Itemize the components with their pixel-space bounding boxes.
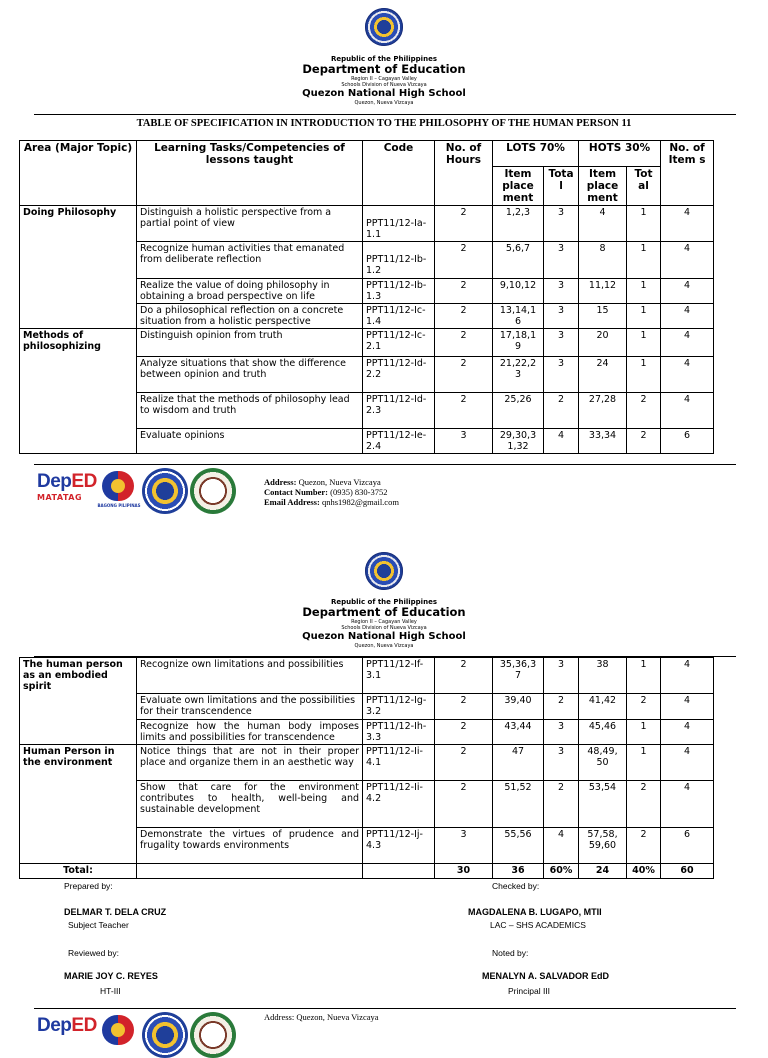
items-cell: 6: [661, 429, 714, 454]
table-row: [20, 658, 714, 694]
items-cell: 4: [661, 745, 714, 781]
hours-cell: 2: [435, 329, 493, 357]
deped-division-seal-icon: [142, 468, 188, 514]
deped-logo-text-b: ED: [71, 471, 97, 492]
task-cell: Notice things that are not in their proper place and organize them in an aesthetic way: [137, 745, 363, 781]
area-cell: Methods of philosophizing: [20, 329, 137, 454]
hots-total-cell: 2: [627, 828, 661, 864]
hots-total-cell: 2: [627, 429, 661, 454]
task-cell: Demonstrate the virtues of prudence and frugality towards environments: [137, 828, 363, 864]
items-cell: 4: [661, 658, 714, 694]
items-cell: 4: [661, 720, 714, 745]
code-cell: PPT11/12-Ie-2.4: [363, 429, 435, 454]
document-title: TABLE OF SPECIFICATION IN INTRODUCTION TO THE PHILOSOPHY OF THE HUMAN PERSON 11: [136, 118, 632, 129]
address-value: Quezon, Nueva Vizcaya: [298, 477, 381, 487]
lots-placement-cell: 39,40: [493, 694, 544, 720]
department-label: Department of Education: [302, 605, 466, 619]
items-cell: 4: [661, 304, 714, 329]
bagong-pilipinas-logo: [97, 469, 141, 508]
hots-total-cell: 1: [627, 242, 661, 279]
task-cell: Show that care for the environment contributes to health, well-being and sustainable development: [137, 781, 363, 828]
department-label: Department of Education: [302, 62, 466, 76]
code-cell: PPT11/12-Ib-1.3: [363, 279, 435, 304]
hots-total-cell: 1: [627, 357, 661, 393]
letterhead: [0, 598, 768, 649]
hots-placement-cell: 33,34: [579, 429, 627, 454]
col-hots-total: Tot al: [627, 167, 661, 206]
lots-placement-cell: 9,10,12: [493, 279, 544, 304]
lots-total-cell: 3: [544, 720, 579, 745]
header-divider: [34, 114, 736, 115]
code-cell: PPT11/12-Ia-1.1: [363, 206, 435, 242]
hots-placement-cell: 38: [579, 658, 627, 694]
bagong-pilipinas-logo: [98, 1013, 138, 1051]
code-cell: PPT11/12-Ih-3.3: [363, 720, 435, 745]
hots-placement-cell: 15: [579, 304, 627, 329]
task-cell: Recognize how the human body imposes limits and possibilities for transcendence: [137, 720, 363, 745]
town-label: Quezon, Nueva Vizcaya: [354, 643, 414, 649]
table-row: [20, 206, 714, 242]
hours-cell: 2: [435, 357, 493, 393]
school-name: Quezon National High School: [302, 631, 466, 642]
lots-total-cell: 3: [544, 658, 579, 694]
prepared-by-role: Subject Teacher: [68, 920, 129, 930]
items-cell: 4: [661, 781, 714, 828]
hots-placement-cell: 8: [579, 242, 627, 279]
lots-placement-cell: 13,14,1 6: [493, 304, 544, 329]
hours-cell: 2: [435, 745, 493, 781]
reviewed-by-label: Reviewed by:: [68, 948, 120, 958]
hots-total-cell: 1: [627, 304, 661, 329]
hots-total-cell: 1: [627, 720, 661, 745]
tos-table-page2: [19, 657, 714, 879]
school-name: Quezon National High School: [302, 88, 466, 99]
items-cell: 4: [661, 393, 714, 429]
checked-by-role: LAC – SHS ACADEMICS: [490, 920, 586, 930]
deped-seal-icon: [365, 552, 403, 590]
matatag-label: MATATAG: [37, 493, 83, 502]
totals-hots-items: 24: [579, 864, 627, 879]
code-cell: PPT11/12-Ij-4.3: [363, 828, 435, 864]
hots-placement-cell: 53,54: [579, 781, 627, 828]
lots-total-cell: 3: [544, 279, 579, 304]
hots-placement-cell: 57,58, 59,60: [579, 828, 627, 864]
lots-placement-cell: 5,6,7: [493, 242, 544, 279]
hours-cell: 3: [435, 828, 493, 864]
lots-placement-cell: 35,36,3 7: [493, 658, 544, 694]
division-label: Schools Division of Nueva Vizcaya: [341, 625, 427, 631]
lots-total-cell: 3: [544, 206, 579, 242]
task-cell: Realize that the methods of philosophy lead to wisdom and truth: [137, 393, 363, 429]
address-label: Address:: [264, 477, 297, 487]
email-label: Email Address:: [264, 497, 320, 507]
hours-cell: 2: [435, 279, 493, 304]
hots-placement-cell: 24: [579, 357, 627, 393]
totals-empty-cell: [363, 864, 435, 879]
lots-total-cell: 2: [544, 781, 579, 828]
hots-total-cell: 1: [627, 279, 661, 304]
hots-total-cell: 2: [627, 781, 661, 828]
hots-placement-cell: 11,12: [579, 279, 627, 304]
prepared-by-name: DELMAR T. DELA CRUZ: [64, 907, 167, 917]
hots-placement-cell: 48,49, 50: [579, 745, 627, 781]
task-cell: Recognize own limitations and possibilities: [137, 658, 363, 694]
items-cell: 4: [661, 329, 714, 357]
partial-address: Address: Quezon, Nueva Vizcaya: [264, 1012, 379, 1022]
hots-placement-cell: 45,46: [579, 720, 627, 745]
totals-items: 60: [661, 864, 714, 879]
town-label: Quezon, Nueva Vizcaya: [354, 100, 414, 106]
lots-placement-cell: 43,44: [493, 720, 544, 745]
hots-total-cell: 1: [627, 206, 661, 242]
deped-logo-text-a: Dep: [37, 471, 72, 492]
republic-label: Republic of the Philippines: [331, 598, 437, 606]
totals-row: [20, 864, 714, 879]
task-cell: Distinguish opinion from truth: [137, 329, 363, 357]
lots-total-cell: 3: [544, 357, 579, 393]
col-lots-placement: Item place ment: [493, 167, 544, 206]
hots-placement-cell: 27,28: [579, 393, 627, 429]
code-cell: PPT11/12-Id-2.2: [363, 357, 435, 393]
items-cell: 4: [661, 279, 714, 304]
lots-placement-cell: 21,22,2 3: [493, 357, 544, 393]
col-code: Code: [363, 141, 435, 206]
deped-seal-icon: [365, 8, 403, 46]
code-cell: PPT11/12-Ic-2.1: [363, 329, 435, 357]
deped-matatag-logo: [37, 471, 97, 502]
region-label: Region II – Cagayan Valley: [351, 76, 417, 82]
school-seal-icon: [190, 468, 236, 514]
task-cell: Evaluate own limitations and the possibilities for their transcendence: [137, 694, 363, 720]
items-cell: 4: [661, 694, 714, 720]
task-cell: Do a philosophical reflection on a concrete situation from a holistic perspective: [137, 304, 363, 329]
deped-division-seal-icon: [142, 1012, 188, 1058]
hots-total-cell: 1: [627, 329, 661, 357]
lots-placement-cell: 29,30,3 1,32: [493, 429, 544, 454]
hours-cell: 2: [435, 720, 493, 745]
totals-lots-percent: 60%: [544, 864, 579, 879]
prepared-by-label: Prepared by:: [64, 881, 113, 891]
hours-cell: 2: [435, 781, 493, 828]
lots-placement-cell: 55,56: [493, 828, 544, 864]
code-cell: PPT11/12-Ig-3.2: [363, 694, 435, 720]
area-cell: Doing Philosophy: [20, 206, 137, 329]
letterhead: [0, 55, 768, 106]
col-hots-placement: Item place ment: [579, 167, 627, 206]
col-lots-total: Tota l: [544, 167, 579, 206]
lots-placement-cell: 47: [493, 745, 544, 781]
totals-hots-percent: 40%: [627, 864, 661, 879]
deped-logo-text-a: Dep: [37, 1015, 72, 1036]
hots-placement-cell: 41,42: [579, 694, 627, 720]
lots-placement-cell: 25,26: [493, 393, 544, 429]
table-row: [20, 329, 714, 357]
task-cell: Realize the value of doing philosophy in obtaining a broad perspective on life: [137, 279, 363, 304]
hots-placement-cell: 4: [579, 206, 627, 242]
items-cell: 4: [661, 357, 714, 393]
items-cell: 6: [661, 828, 714, 864]
hots-placement-cell: 20: [579, 329, 627, 357]
division-label: Schools Division of Nueva Vizcaya: [341, 82, 427, 88]
hours-cell: 2: [435, 206, 493, 242]
contact-value: (0935) 830-3752: [330, 487, 388, 497]
lots-total-cell: 3: [544, 242, 579, 279]
hours-cell: 2: [435, 393, 493, 429]
col-items: No. of Item s: [661, 141, 714, 206]
col-hours: No. of Hours: [435, 141, 493, 206]
task-cell: Analyze situations that show the difference between opinion and truth: [137, 357, 363, 393]
task-cell: Evaluate opinions: [137, 429, 363, 454]
checked-by-name: MAGDALENA B. LUGAPO, MTII: [468, 907, 602, 917]
noted-by-label: Noted by:: [492, 948, 529, 958]
area-cell: Human Person in the environment: [20, 745, 137, 864]
col-area: Area (Major Topic): [20, 141, 137, 206]
noted-by-role: Principal III: [508, 986, 551, 996]
hours-cell: 2: [435, 694, 493, 720]
school-seal-icon: [190, 1012, 236, 1058]
contact-label: Contact Number:: [264, 487, 328, 497]
totals-label: Total:: [20, 864, 137, 879]
code-cell: PPT11/12-If-3.1: [363, 658, 435, 694]
checked-by-label: Checked by:: [492, 881, 540, 891]
lots-total-cell: 2: [544, 393, 579, 429]
lots-placement-cell: 1,2,3: [493, 206, 544, 242]
hours-cell: 2: [435, 304, 493, 329]
col-hots: HOTS 30%: [579, 141, 661, 167]
totals-lots-items: 36: [493, 864, 544, 879]
hots-total-cell: 2: [627, 393, 661, 429]
deped-matatag-logo: [37, 1015, 97, 1037]
bagong-pilipinas-label: BAGONG PILIPINAS: [97, 503, 141, 508]
footer-divider: [34, 1008, 736, 1009]
lots-total-cell: 3: [544, 329, 579, 357]
republic-label: Republic of the Philippines: [331, 55, 437, 63]
page-footer: [34, 466, 736, 528]
contact-block: [264, 477, 399, 507]
task-cell: Recognize human activities that emanated from deliberate reflection: [137, 242, 363, 279]
totals-hours: 30: [435, 864, 493, 879]
code-cell: PPT11/12-Ic-1.4: [363, 304, 435, 329]
totals-empty-cell: [137, 864, 363, 879]
tos-table-page1: [19, 140, 714, 454]
lots-total-cell: 4: [544, 429, 579, 454]
lots-total-cell: 2: [544, 694, 579, 720]
table-row: [20, 745, 714, 781]
code-cell: PPT11/12-Id-2.3: [363, 393, 435, 429]
region-label: Region II – Cagayan Valley: [351, 619, 417, 625]
items-cell: 4: [661, 242, 714, 279]
col-lots: LOTS 70%: [493, 141, 579, 167]
hours-cell: 3: [435, 429, 493, 454]
email-value: qnhs1982@gmail.com: [321, 497, 399, 507]
hots-total-cell: 1: [627, 658, 661, 694]
code-cell: PPT11/12-Ib-1.2: [363, 242, 435, 279]
reviewed-by-role: HT-III: [100, 986, 121, 996]
deped-logo-text-b: ED: [71, 1015, 97, 1036]
noted-by-name: MENALYN A. SALVADOR EdD: [482, 971, 610, 981]
footer-divider: [34, 464, 736, 465]
hots-total-cell: 1: [627, 745, 661, 781]
code-cell: PPT11/12-Ii-4.2: [363, 781, 435, 828]
items-cell: 4: [661, 206, 714, 242]
lots-placement-cell: 51,52: [493, 781, 544, 828]
area-cell: The human person as an embodied spirit: [20, 658, 137, 745]
reviewed-by-name: MARIE JOY C. REYES: [64, 971, 158, 981]
lots-placement-cell: 17,18,1 9: [493, 329, 544, 357]
code-cell: PPT11/12-Ii-4.1: [363, 745, 435, 781]
hots-total-cell: 2: [627, 694, 661, 720]
task-cell: Distinguish a holistic perspective from a partial point of view: [137, 206, 363, 242]
lots-total-cell: 4: [544, 828, 579, 864]
lots-total-cell: 3: [544, 304, 579, 329]
lots-total-cell: 3: [544, 745, 579, 781]
hours-cell: 2: [435, 658, 493, 694]
hours-cell: 2: [435, 242, 493, 279]
page-footer-partial: [34, 1010, 736, 1036]
col-tasks: Learning Tasks/Competencies of lessons taught: [137, 141, 363, 206]
